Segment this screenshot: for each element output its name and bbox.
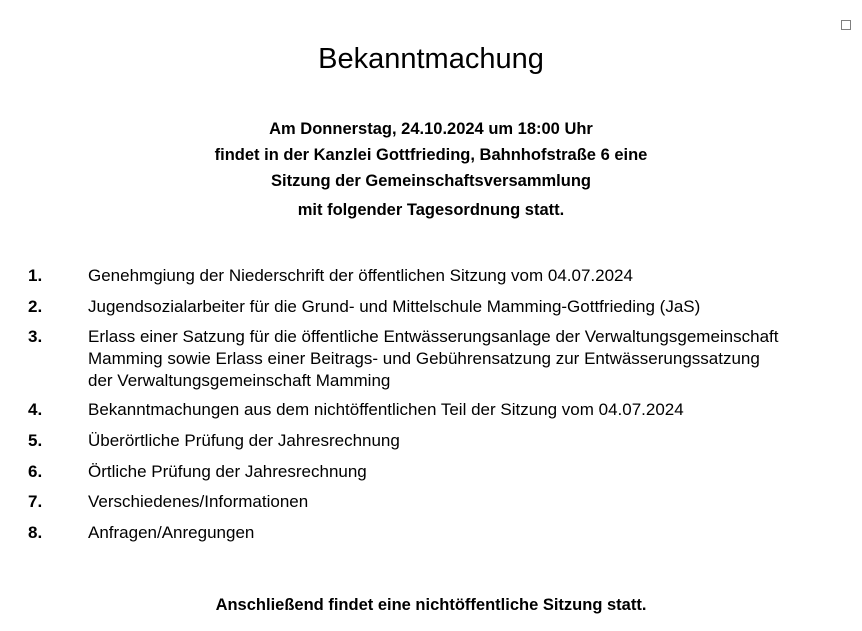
agenda-number: 7. [28, 492, 43, 511]
agenda-number: 2. [28, 297, 43, 316]
agenda-text [88, 491, 848, 513]
page-title: Bekanntmachung [318, 43, 544, 75]
agenda-text [88, 399, 848, 421]
agenda-number: 4. [28, 400, 43, 419]
agenda-text-line: Bekanntmachungen aus dem nichtöffentlichen Teil der Sitzung vom 04.07.2024 [88, 400, 684, 419]
agenda-number: 6. [28, 462, 43, 481]
agenda-number: 5. [28, 431, 43, 450]
agenda-text-line: Örtliche Prüfung der Jahresrechnung [88, 462, 367, 481]
agenda-text [88, 326, 848, 392]
agenda-text-line: Jugendsozialarbeiter für die Grund- und Mittelschule Mamming-Gottfrieding (JaS) [88, 297, 701, 316]
agenda-text [88, 522, 848, 544]
agenda-text-line: Erlass einer Satzung für die öffentliche Entwässerungsanlage der Verwaltungsgemeinschaft [88, 327, 779, 346]
agenda-number: 3. [28, 327, 43, 346]
intro-line-location: findet in der Kanzlei Gottfrieding, Bahnhofstraße 6 eine [214, 146, 648, 164]
agenda-text [88, 430, 848, 452]
agenda-text [88, 265, 848, 287]
agenda-number: 1. [28, 266, 43, 285]
agenda-number: 8. [28, 523, 43, 542]
closing-note: Anschließend findet eine nichtöffentliche Sitzung statt. [215, 596, 647, 614]
intro-line-date: Am Donnerstag, 24.10.2024 um 18:00 Uhr [269, 120, 593, 138]
agenda-text-line: Überörtliche Prüfung der Jahresrechnung [88, 431, 400, 450]
corner-checkbox [841, 20, 851, 30]
agenda-text [88, 461, 848, 483]
agenda-text-line: der Verwaltungsgemeinschaft Mamming [88, 371, 391, 390]
intro-line-agenda: mit folgender Tagesordnung statt. [297, 201, 565, 219]
agenda-text [88, 296, 848, 318]
agenda-text-line: Genehmgiung der Niederschrift der öffentlichen Sitzung vom 04.07.2024 [88, 266, 633, 285]
intro-line-meeting: Sitzung der Gemeinschaftsversammlung [270, 172, 591, 190]
agenda-text-line: Verschiedenes/Informationen [88, 492, 309, 511]
agenda-text-line: Anfragen/Anregungen [88, 523, 255, 542]
agenda-text-line: Mamming sowie Erlass einer Beitrags- und Gebührensatzung zur Entwässerungssatzung [88, 349, 760, 368]
